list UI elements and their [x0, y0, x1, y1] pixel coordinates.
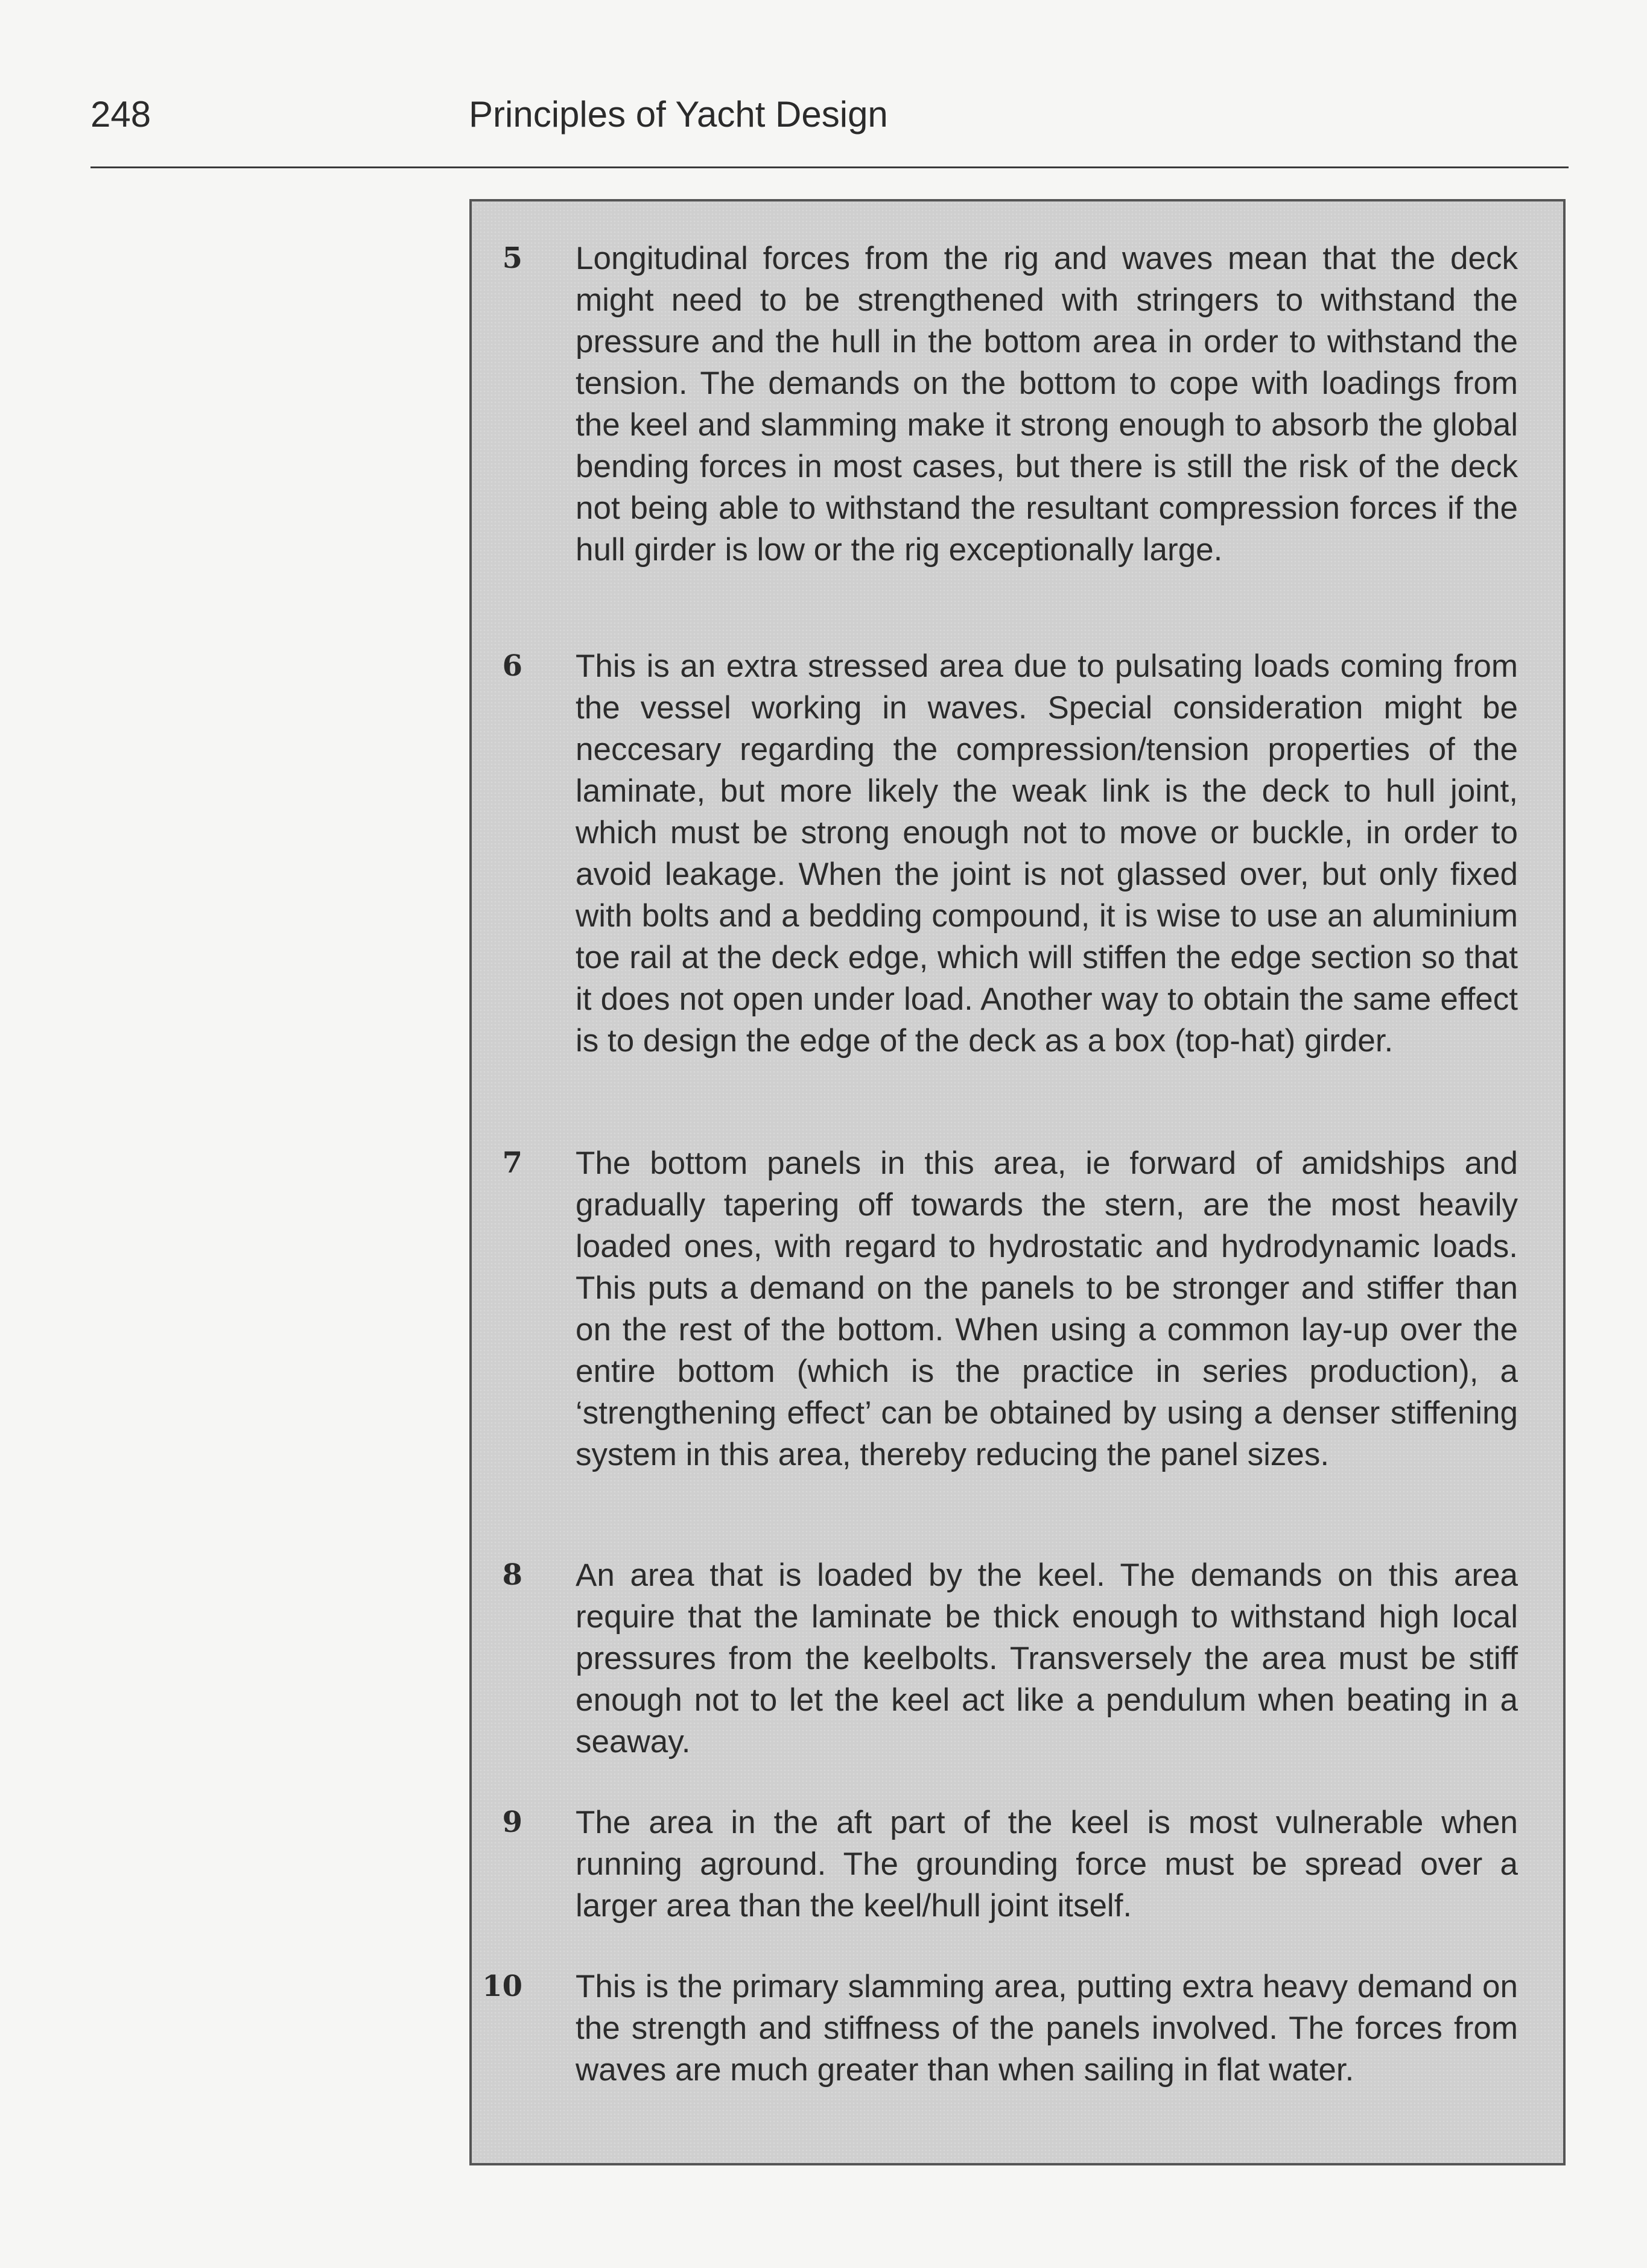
header-rule — [90, 166, 1569, 168]
shaded-list-box — [469, 199, 1566, 2165]
item-number: 5 — [502, 241, 522, 275]
item-text: This is the primary slamming area, putting extra heavy demand on the strength and stiffness of the panels involved. The forces from waves are much greater than when sailing in flat water. — [576, 1969, 1518, 2088]
item-text: The area in the aft part of the keel is most vulnerable when running aground. The grounding force must be spread over a larger area than the keel/hull joint itself. — [576, 1805, 1518, 1924]
item-text: The bottom panels in this area, ie forward of amidships and gradually tapering off towards the stern, are the most heavily loaded ones, with regard to hydrostatic and hydrodynamic loads. This puts a demand on the panels to be stronger and stiffer than on the rest of the bottom. When using a common lay-up over the entire bottom (which is the practice in series production), a ‘strengthening effect’ can be obtained by using a denser stiffening system in this area, thereby reducing the panel sizes. — [576, 1145, 1518, 1472]
item-number: 8 — [502, 1558, 522, 1592]
item-number: 6 — [502, 649, 522, 683]
page-number: 248 — [90, 94, 151, 135]
item-number: 10 — [482, 1969, 522, 2003]
item-number: 9 — [502, 1805, 522, 1839]
running-title: Principles of Yacht Design — [469, 94, 888, 135]
item-number: 7 — [502, 1146, 522, 1180]
item-text: Longitudinal forces from the rig and waves mean that the deck might need to be strengthened with stringers to withstand the pressure and the hull in the bottom area in order to withstand the tension. The demands on the bottom to cope with loadings from the keel and slamming make it strong enough to absorb the global bending forces in most cases, but there is still the risk of the deck not being able to withstand the resultant compression forces if the hull girder is low or the rig exceptionally large. — [576, 241, 1518, 568]
item-text: This is an extra stressed area due to pulsating loads coming from the vessel working in waves. Special consideration might be neccesary regarding the compression/tension properties of the laminate, but more likely the weak link is the deck to hull joint, which must be strong enough not to move or buckle, in order to avoid leakage. When the joint is not glassed over, but only fixed with bolts and a bedding compound, it is wise to use an aluminium toe rail at the deck edge, which will stiffen the edge section so that it does not open under load. Another way to obtain the same effect is to design the edge of the deck as a box (top-hat) girder. — [576, 648, 1518, 1059]
item-text: An area that is loaded by the keel. The demands on this area require that the laminate be thick enough to withstand high local pressures from the keelbolts. Transversely the area must be stiff enough not to let the keel act like a pendulum when beating in a seaway. — [576, 1557, 1518, 1760]
